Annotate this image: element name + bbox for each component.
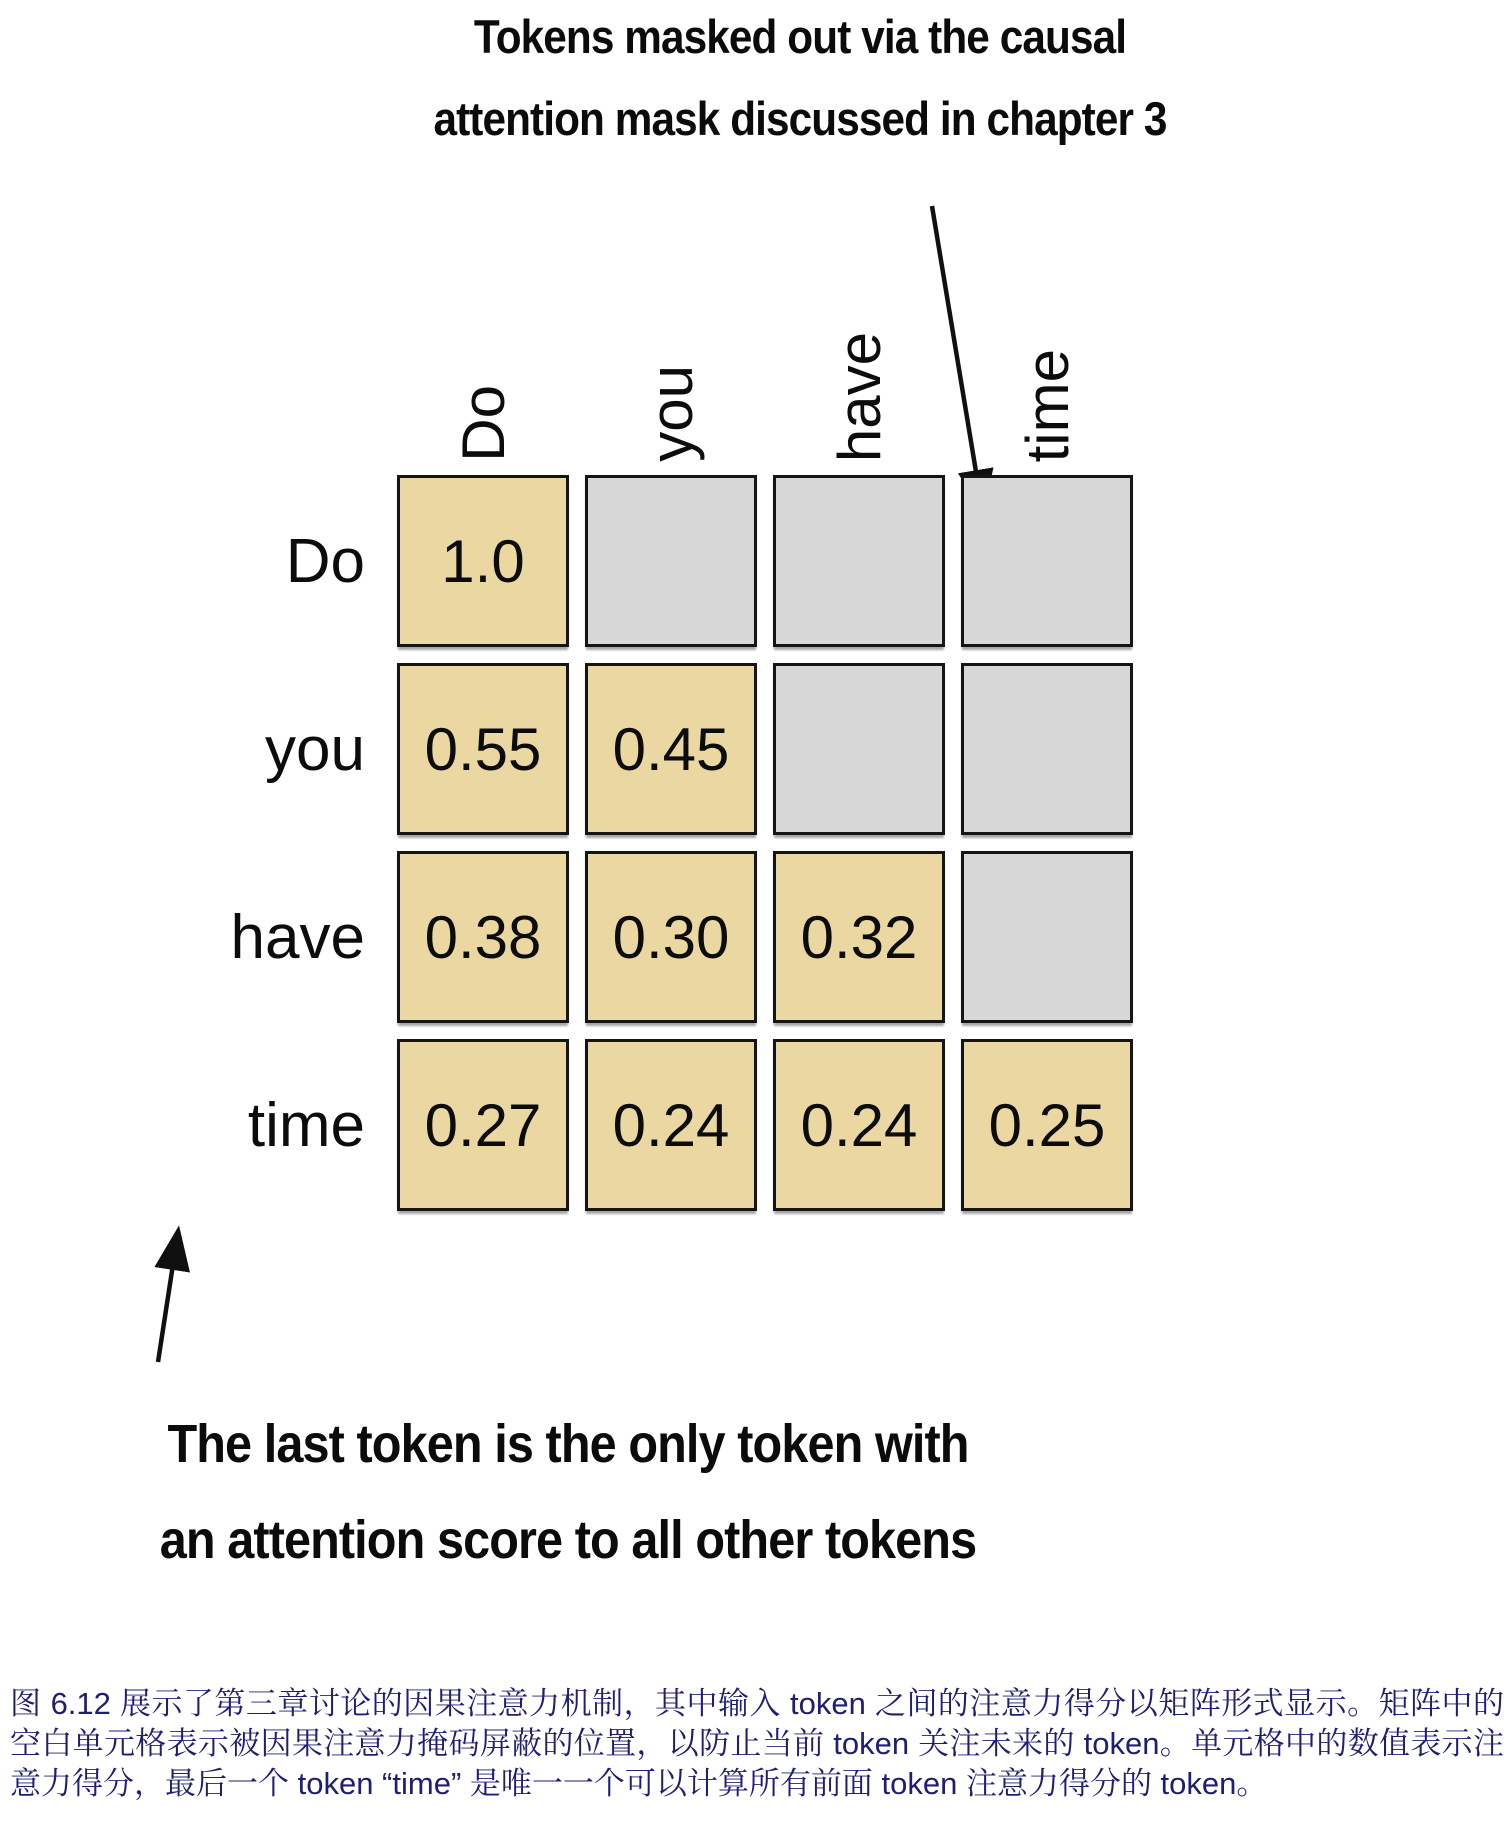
matrix-cell-scored-time-you: 0.24 [585, 1039, 757, 1211]
row-label-you: you [265, 714, 365, 784]
matrix-cell-scored-have-have: 0.32 [773, 851, 945, 1023]
matrix-cell-masked-you-time [961, 663, 1133, 835]
col-label-text: time [1013, 348, 1081, 462]
bottom-annotation [118, 1396, 1018, 1588]
matrix-cell-scored-time-time: 0.25 [961, 1039, 1133, 1211]
matrix-cell-scored-time-have: 0.24 [773, 1039, 945, 1211]
matrix-cell-masked-do-have [773, 475, 945, 647]
col-label-text: you [637, 365, 705, 462]
figure-caption: 图 6.12 展示了第三章讨论的因果注意力机制，其中输入 token 之间的注意力得分以矩阵形式显示。矩阵中的空白单元格表示被因果注意力掩码屏蔽的位置，以防止当前 token 关注未来的 token。单元格中的数值表示注意力得分，最后一个 token “time” 是唯一一个可以计算所有前面 token 注意力得分的 token。 [10, 1686, 1504, 1801]
matrix-cell-scored-time-do: 0.27 [397, 1039, 569, 1211]
column-labels [397, 238, 1133, 462]
row-label-do: Do [285, 526, 365, 596]
top-annotation-line2: attention mask discussed in chapter 3 [433, 92, 1167, 145]
row-labels [120, 475, 365, 1211]
matrix-cell-masked-have-time [961, 851, 1133, 1023]
col-label-have [773, 238, 945, 462]
matrix-cell-scored-you-you: 0.45 [585, 663, 757, 835]
matrix-cell-masked-do-time [961, 475, 1133, 647]
col-label-text: Do [449, 385, 517, 462]
top-annotation-line1: Tokens masked out via the causal [473, 10, 1127, 63]
col-label-you [585, 238, 757, 462]
row-label-have: have [230, 902, 365, 972]
top-annotation [346, 0, 1255, 160]
matrix-cell-masked-you-have [773, 663, 945, 835]
matrix-cell-scored-do-do: 1.0 [397, 475, 569, 647]
matrix-cell-scored-have-you: 0.30 [585, 851, 757, 1023]
row-label-time: time [247, 1090, 365, 1160]
col-label-do [397, 238, 569, 462]
col-label-time [961, 238, 1133, 462]
bottom-annotation-line1: The last token is the only token with [167, 1414, 969, 1474]
col-label-text: have [825, 331, 893, 462]
matrix-cell-scored-you-do: 0.55 [397, 663, 569, 835]
matrix-cell-masked-do-you [585, 475, 757, 647]
attention-matrix [397, 475, 1133, 1211]
bottom-annotation-line2: an attention score to all other tokens [159, 1510, 977, 1570]
arrow-to-last-token-icon [158, 1232, 178, 1362]
matrix-cell-scored-have-do: 0.38 [397, 851, 569, 1023]
